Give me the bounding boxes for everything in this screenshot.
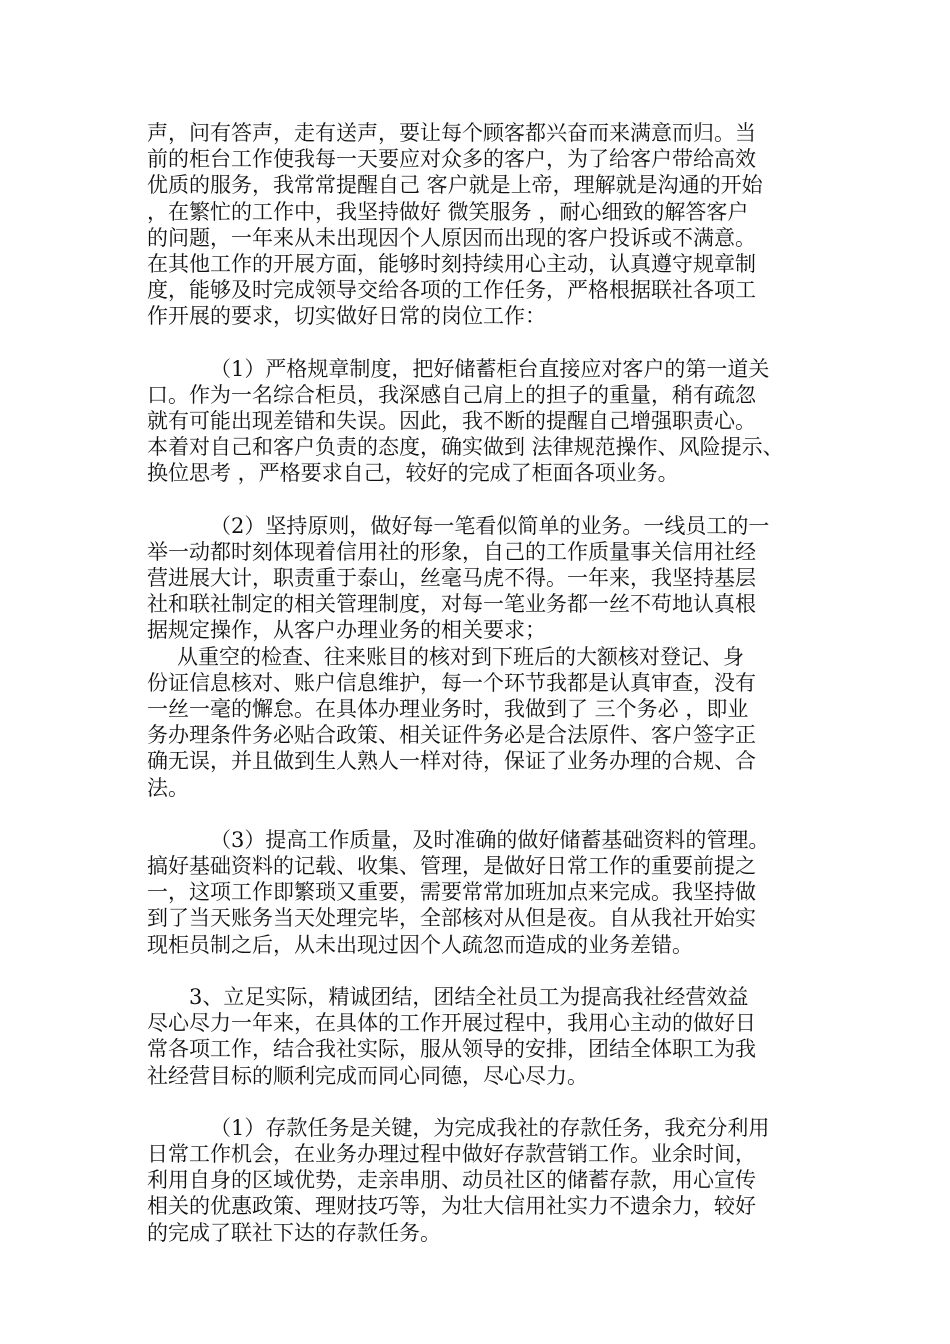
text-line: （1）存款任务是关键，为完成我社的存款任务，我充分利用: [210, 1115, 770, 1140]
text-line: 一，这项工作即繁琐又重要，需要常常加班加点来完成。我坚持做: [147, 880, 756, 905]
text-line: 搞好基础资料的记载、收集、管理，是做好日常工作的重要前提之: [147, 854, 756, 879]
paragraph-item-2-principles: [147, 513, 803, 644]
text-line: 从重空的检查、往来账目的核对到下班后的大额核对登记、身: [177, 644, 744, 669]
text-line: 在其他工作的开展方面，能够时刻持续用心主动，认真遵守规章制: [147, 252, 756, 277]
text-line: 度，能够及时完成领导交给各项的工作任务，严格根据联社各项工: [147, 278, 756, 303]
text-line: 据规定操作，从客户办理业务的相关要求；: [147, 618, 546, 643]
paragraph-item-1-deposits: [147, 1115, 803, 1246]
text-line: 尽心尽力一年来，在具体的工作开展过程中，我用心主动的做好日: [147, 1011, 756, 1036]
text-line: 利用自身的区域优势，走亲串朋、动员社区的储蓄存款，用心宣传: [147, 1168, 756, 1193]
text-line: 到了当天账务当天处理完毕，全部核对从但是夜。自从我社开始实: [147, 906, 756, 931]
text-line: ，在繁忙的工作中，我坚持做好 微笑服务 ，耐心细致的解答客户: [147, 199, 749, 224]
text-line: （2）坚持原则，做好每一笔看似简单的业务。一线员工的一: [210, 513, 770, 538]
text-line: 常各项工作，结合我社实际，服从领导的安排，团结全体职工为我: [147, 1037, 756, 1062]
text-line: 务办理条件务必贴合政策、相关证件务必是合法原件、客户签字正: [147, 723, 756, 748]
text-line: 法。: [147, 775, 189, 800]
text-line: 的问题，一年来从未出现因个人原因而出现的客户投诉或不满意。: [147, 225, 756, 250]
text-line: 本着对自己和客户负责的态度，确实做到 法律规范操作、风险提示、: [147, 435, 784, 460]
text-line: 口。作为一名综合柜员，我深感自己肩上的担子的重量，稍有疏忽: [147, 382, 756, 407]
paragraph-service-attitude: [147, 120, 803, 330]
text-line: 份证信息核对、账户信息维护，每一个环节我都是认真审查，没有: [147, 670, 756, 695]
text-line: 3、立足实际，精诚团结，团结全社员工为提高我社经营效益: [189, 984, 749, 1009]
text-line: 声，问有答声，走有送声，要让每个顾客都兴奋而来满意而归。当: [147, 121, 756, 145]
text-line: （3）提高工作质量，及时准确的做好储蓄基础资料的管理。: [210, 827, 770, 852]
text-line: 就有可能出现差错和失误。因此，我不断的提醒自己增强职责心。: [147, 409, 756, 434]
text-line: 的完成了联社下达的存款任务。: [147, 1220, 441, 1245]
paragraph-section-3-unity: [147, 984, 803, 1089]
document-page: [147, 120, 803, 1246]
text-line: 营进展大计，职责重于泰山，丝毫马虎不得。一年来，我坚持基层: [147, 566, 756, 591]
paragraph-item-3-quality: [147, 827, 803, 958]
paragraph-checking-procedure: [147, 644, 803, 801]
text-line: 换位思考 ，严格要求自己，较好的完成了柜面各项业务。: [147, 461, 679, 486]
text-line: 一丝一毫的懈怠。在具体办理业务时，我做到了 三个务必 ，即业: [147, 697, 749, 722]
text-line: 举一动都时刻体现着信用社的形象，自己的工作质量事关信用社经: [147, 539, 756, 564]
text-line: 社和联社制定的相关管理制度，对每一笔业务都一丝不苟地认真根: [147, 592, 756, 617]
text-line: 作开展的要求，切实做好日常的岗位工作：: [147, 304, 546, 329]
text-line: 现柜员制之后，从未出现过因个人疏忽而造成的业务差错。: [147, 932, 693, 957]
text-line: 优质的服务，我常常提醒自己 客户就是上帝，理解就是沟通的开始: [147, 173, 763, 198]
text-line: 前的柜台工作使我每一天要应对众多的客户，为了给客户带给高效: [147, 147, 756, 172]
paragraph-item-1-rules: [147, 356, 803, 487]
text-line: 日常工作机会，在业务办理过程中做好存款营销工作。业余时间，: [147, 1141, 756, 1166]
text-line: 社经营目标的顺利完成而同心同德，尽心尽力。: [147, 1063, 588, 1088]
text-line: 相关的优惠政策、理财技巧等，为壮大信用社实力不遗余力，较好: [147, 1194, 756, 1219]
text-line: （1）严格规章制度，把好储蓄柜台直接应对客户的第一道关: [210, 356, 770, 381]
text-line: 确无误，并且做到生人熟人一样对待，保证了业务办理的合规、合: [147, 749, 756, 774]
